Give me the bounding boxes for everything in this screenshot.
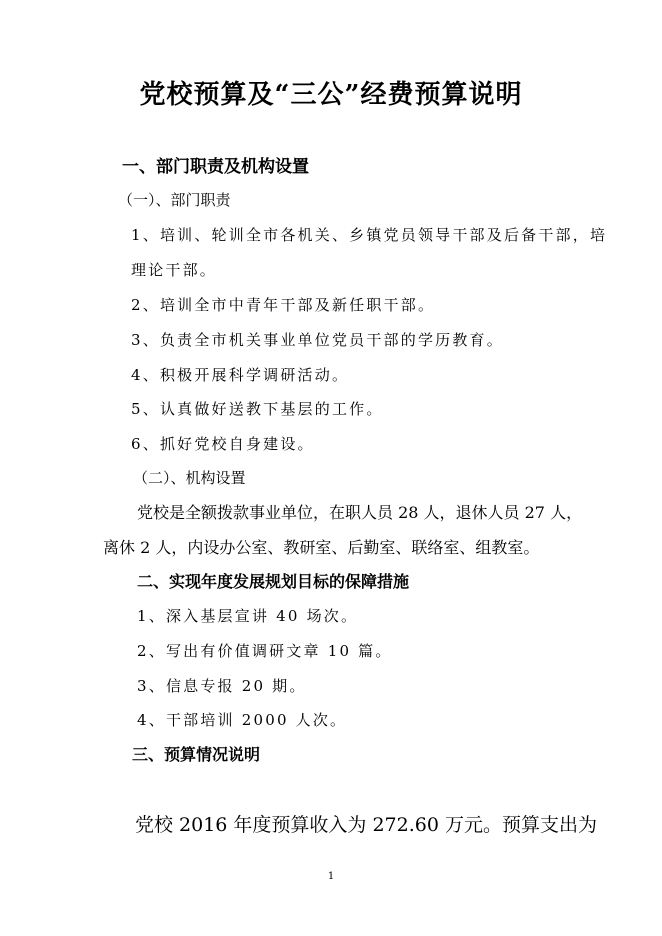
section-heading-measures: 二、实现年度发展规划目标的保障措施 (137, 572, 410, 591)
budget-paragraph: 党校 2016 年度预算收入为 272.60 万元。预算支出为 (135, 814, 597, 836)
duty-item-5: 5、认真做好送教下基层的工作。 (131, 400, 384, 418)
structure-paragraph-line-2: 离休 2 人，内设办公室、教研室、后勤室、联络室、组教室。 (103, 538, 540, 557)
measure-item-4: 4、干部培训 2000 人次。 (137, 711, 348, 729)
subsection-heading-duties: （一）、部门职责 (118, 191, 231, 209)
document-title: 党校预算及“三公”经费预算说明 (139, 80, 523, 110)
section-heading-duties: 一、部门职责及机构设置 (122, 157, 309, 177)
measure-item-2: 2、写出有价值调研文章 10 篇。 (137, 642, 393, 660)
duty-item-1: 1、培训、轮训全市各机关、乡镇党员领导干部及后备干部，培 (131, 226, 608, 244)
page-number: 1 (327, 871, 335, 882)
duty-item-2: 2、培训全市中青年干部及新任职干部。 (131, 296, 436, 314)
subsection-heading-structure: （二）、机构设置 (133, 469, 246, 487)
measure-item-1: 1、深入基层宣讲 40 场次。 (137, 607, 359, 625)
duty-item-4: 4、积极开展科学调研活动。 (131, 366, 350, 384)
duty-item-1-continued: 理论干部。 (131, 261, 218, 279)
measure-item-3: 3、信息专报 20 期。 (137, 677, 307, 695)
section-heading-budget: 三、预算情况说明 (132, 745, 261, 764)
structure-paragraph-line-1: 党校是全额拨款事业单位，在职人员 28 人，退休人员 27 人， (137, 503, 583, 522)
duty-item-6: 6、抓好党校自身建设。 (131, 435, 315, 453)
duty-item-3: 3、负责全市机关事业单位党员干部的学历教育。 (131, 331, 504, 349)
